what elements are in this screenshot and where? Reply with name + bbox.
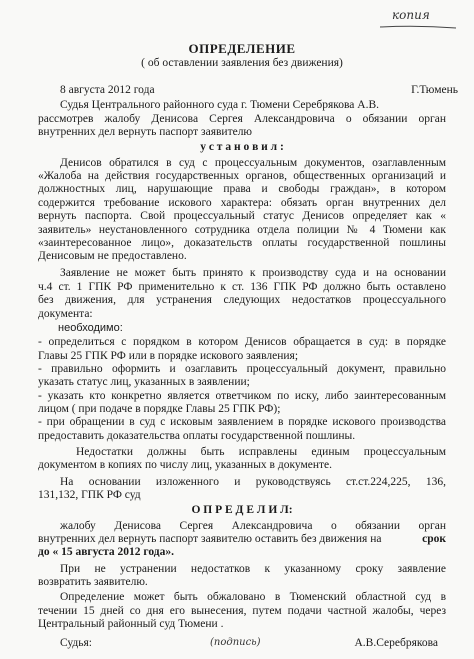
- appeal-line-3: Центральный районный суд Тюмени .: [38, 617, 224, 630]
- appeal-line-1: Определение может быть обжаловано в Тюменский областной суд в: [60, 591, 446, 604]
- document-subtitle: ( об оставлении заявления без движения): [141, 57, 343, 70]
- requirement-line-8: предоставить доказательства оплаты государственной пошлины.: [38, 429, 356, 442]
- document-city: Г.Тюмень: [411, 84, 458, 97]
- requirement-line-6: лицом ( при подаче в порядке Главы 25 ГПК РФ);: [38, 403, 281, 416]
- established-line-3: должностных лиц, нарушающие права и свободы граждан», в котором: [38, 183, 446, 196]
- requirement-line-1: - определиться с порядком в котором Денисов обращается в суд: в порядке: [38, 336, 446, 349]
- intro-line-1: Судья Центрального районного суда г. Тюмени Серебрякова А.В.: [60, 99, 380, 112]
- failure-line-2: возвратить заявителю.: [38, 575, 148, 588]
- basis-line-1: На основании изложенного и руководствуясь ст.ст.224,225, 136,: [60, 475, 446, 488]
- basis-line-2: 131,132, ГПК РФ суд: [38, 489, 141, 501]
- established-line-1: Денисов обратился в суд с процессуальным документов, озаглавленным: [60, 156, 446, 169]
- decision-line-2: [38, 532, 381, 546]
- deficiencies-line-1: Недостатки должны быть исправлены единым процессуальным: [76, 446, 446, 459]
- statement-line-4: документа:: [38, 307, 93, 320]
- signature-note: (подпись): [210, 637, 261, 648]
- decision-line-3: до « 15 августа 2012 года».: [38, 546, 174, 559]
- intro-line-3: внутренних дел вернуть паспорт заявителю: [38, 126, 253, 139]
- document-title: ОПРЕДЕЛЕНИЕ: [188, 41, 296, 57]
- signature-label: Судья:: [60, 637, 92, 649]
- requirement-line-5: - указать кто конкретно является ответчиком по иску, либо заинтересованным: [38, 389, 446, 402]
- corner-note-underline: [378, 24, 458, 30]
- established-line-7: «заинтересованное лицо», доказательств оплаты государственной пошлины: [38, 236, 446, 249]
- judge-name: А.В.Серебрякова: [354, 637, 438, 649]
- heading-decided: О П Р Е Д Е Л И Л:: [191, 504, 293, 517]
- statement-line-3: без движения, для устранения следующих недостатков процессуального: [38, 294, 446, 307]
- established-line-6: заявитель» неустановленного сотрудника отдела полиции № 4 Тюмени как: [38, 223, 446, 236]
- established-line-5: вернуть паспорта. Свой процессуальный статус Денисов определяет как «: [38, 210, 446, 223]
- requirement-line-7: - при обращении в суд с исковым заявлением в порядке искового производства: [38, 416, 446, 429]
- established-line-8: Денисовым не предоставлено.: [38, 250, 187, 263]
- statement-line-2: ч.4 ст. 1 ГПК РФ применительно к ст. 136 ГПК РФ должно быть оставлено: [38, 280, 446, 293]
- established-line-2: «Жалоба на действия государственных органов, общественных организаций и: [38, 170, 446, 183]
- deficiencies-line-2: документом в копиях по числу лиц, указанных в документе.: [38, 459, 333, 472]
- requirement-line-4: указать статус лиц, указанных в заявлении;: [38, 376, 250, 389]
- decision-term: срок: [422, 532, 446, 545]
- heading-established: у с т а н о в и л :: [200, 141, 284, 154]
- decision-line-2-text: внутренних дел вернуть паспорт заявителю оставить без движения на: [38, 532, 382, 545]
- necessary-label: необходимо:: [58, 321, 123, 334]
- corner-note: копия: [392, 8, 430, 22]
- requirement-line-3: - правильно оформить и озаглавить процессуальный документ, правильно: [38, 362, 446, 375]
- failure-line-1: При не устранении недостатков к указанному сроку заявление: [60, 562, 446, 575]
- appeal-line-2: течении 15 дней со дня его вынесения, путем подачи частной жалобы, через: [38, 604, 446, 617]
- intro-line-2: рассмотрев жалобу Денисова Сергея Александровича о обязании орган: [38, 112, 446, 125]
- statement-line-1: Заявление не может быть принято к производству суда и на основании: [60, 267, 446, 280]
- established-line-4: содержится требование искового характера: обязать орган внутренних дел: [38, 196, 446, 209]
- document-date: 8 августа 2012 года: [60, 84, 155, 97]
- decision-line-1: жалобу Денисова Сергея Александровича о обязании орган: [60, 519, 446, 532]
- requirement-line-2: Главы 25 ГПК РФ или в порядке искового заявления;: [38, 349, 299, 362]
